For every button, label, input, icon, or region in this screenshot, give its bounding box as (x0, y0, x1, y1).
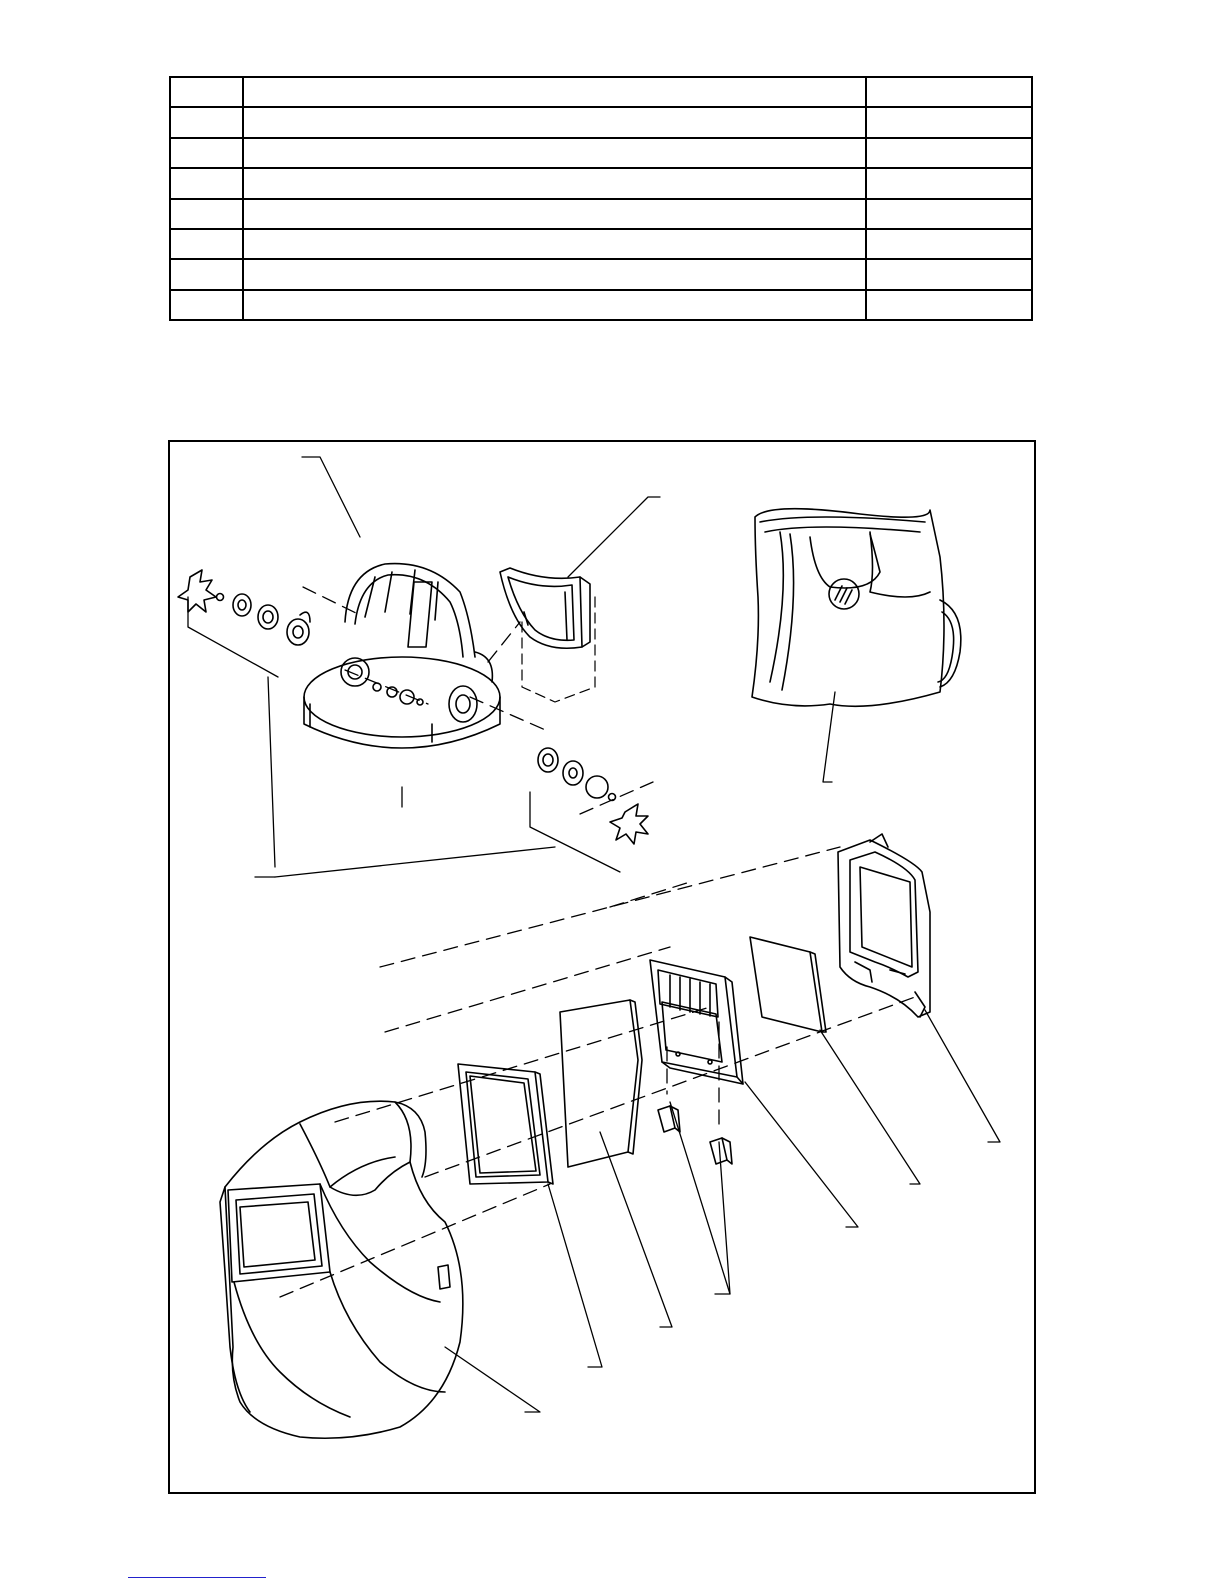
adjustment-knob-assembly-right (538, 748, 648, 844)
item-cell (170, 290, 243, 320)
cartridge-frame (650, 960, 743, 1084)
leader-lines (188, 457, 660, 877)
exploded-parts-diagram (168, 440, 1036, 1494)
table-row (170, 199, 1032, 229)
table-row (170, 107, 1032, 137)
item-cell (170, 259, 243, 289)
inside-cover-lens (750, 937, 826, 1032)
part-number-cell (866, 199, 1032, 229)
part-number-cell (866, 229, 1032, 259)
adjustment-knob-assembly (178, 570, 310, 645)
callout-leaders (445, 1010, 1000, 1412)
description-cell (243, 168, 866, 198)
item-cell (170, 229, 243, 259)
table-row (170, 138, 1032, 168)
lens-holder (838, 834, 930, 1017)
description-cell (243, 77, 866, 107)
table-row (170, 229, 1032, 259)
part-number-cell (866, 290, 1032, 320)
item-cell (170, 168, 243, 198)
part-number-cell (866, 77, 1032, 107)
description-cell (243, 229, 866, 259)
item-cell (170, 199, 243, 229)
helmet-shell (220, 1101, 463, 1438)
storage-bag (752, 509, 961, 707)
item-cell (170, 107, 243, 137)
sweatband-dashed-link (522, 592, 595, 702)
lens-gasket (458, 1064, 553, 1184)
description-cell (243, 259, 866, 289)
description-cell (243, 138, 866, 168)
part-number-cell (866, 107, 1032, 137)
description-cell (243, 107, 866, 137)
parts-table (169, 76, 1033, 321)
sweatband (500, 568, 590, 648)
table-row (170, 259, 1032, 289)
part-number-cell (866, 168, 1032, 198)
retaining-clips (658, 1106, 732, 1164)
part-number-cell (866, 259, 1032, 289)
item-cell (170, 138, 243, 168)
footer-link[interactable] (128, 1577, 266, 1578)
table-row (170, 168, 1032, 198)
part-number-cell (866, 138, 1032, 168)
outside-cover-lens (560, 1000, 642, 1167)
headgear (304, 564, 500, 748)
description-cell (243, 199, 866, 229)
description-cell (243, 290, 866, 320)
table-row (170, 77, 1032, 107)
item-cell (170, 77, 243, 107)
table-row (170, 290, 1032, 320)
